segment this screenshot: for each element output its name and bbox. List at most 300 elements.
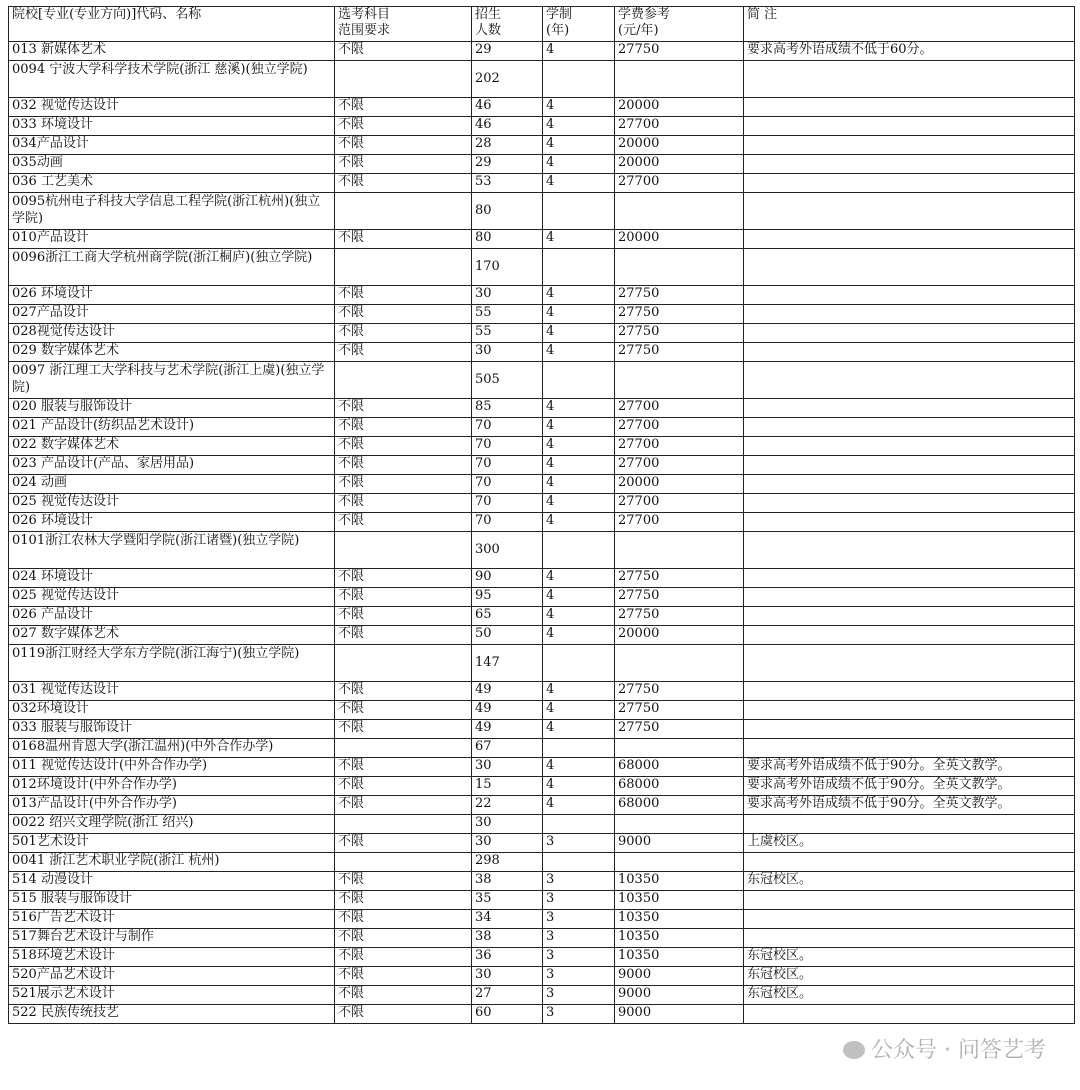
cell-years	[543, 532, 615, 569]
cell-years: 4	[543, 777, 615, 796]
cell-note	[744, 815, 1075, 834]
cell-name: 0041 浙江艺术职业学院(浙江 杭州)	[9, 853, 335, 872]
cell-count: 28	[472, 136, 543, 155]
table-row	[9, 136, 1075, 155]
cell-fee: 9000	[615, 967, 744, 986]
cell-subject: 不限	[335, 834, 472, 853]
cell-name: 032 视觉传达设计	[9, 98, 335, 117]
cell-count: 30	[472, 343, 543, 362]
cell-name: 033 服装与服饰设计	[9, 720, 335, 739]
table-row	[9, 61, 1075, 98]
cell-note	[744, 607, 1075, 626]
cell-count: 65	[472, 607, 543, 626]
cell-count: 70	[472, 494, 543, 513]
cell-note: 要求高考外语成绩不低于90分。全英文教学。	[744, 796, 1075, 815]
cell-name: 516广告艺术设计	[9, 910, 335, 929]
table-row	[9, 929, 1075, 948]
cell-years: 3	[543, 967, 615, 986]
cell-count: 55	[472, 305, 543, 324]
cell-subject: 不限	[335, 872, 472, 891]
cell-name: 032环境设计	[9, 701, 335, 720]
cell-count: 46	[472, 98, 543, 117]
cell-name: 013 新媒体艺术	[9, 42, 335, 61]
cell-fee: 10350	[615, 872, 744, 891]
table-row	[9, 701, 1075, 720]
cell-subject: 不限	[335, 475, 472, 494]
cell-note	[744, 588, 1075, 607]
table-row	[9, 117, 1075, 136]
cell-fee: 68000	[615, 758, 744, 777]
cell-note	[744, 61, 1075, 98]
table-row	[9, 682, 1075, 701]
cell-subject: 不限	[335, 494, 472, 513]
cell-years: 4	[543, 682, 615, 701]
cell-subject: 不限	[335, 569, 472, 588]
cell-fee: 20000	[615, 136, 744, 155]
cell-name: 011 视觉传达设计(中外合作办学)	[9, 758, 335, 777]
cell-years: 3	[543, 1005, 615, 1024]
cell-count: 170	[472, 249, 543, 286]
cell-years: 4	[543, 399, 615, 418]
cell-subject	[335, 815, 472, 834]
cell-subject: 不限	[335, 986, 472, 1005]
cell-subject: 不限	[335, 682, 472, 701]
cell-years: 4	[543, 796, 615, 815]
cell-name: 020 服装与服饰设计	[9, 399, 335, 418]
cell-fee: 20000	[615, 626, 744, 645]
table-row	[9, 174, 1075, 193]
table-row	[9, 891, 1075, 910]
cell-name: 034产品设计	[9, 136, 335, 155]
table-row	[9, 986, 1075, 1005]
table-header-row	[9, 7, 1075, 42]
cell-count: 147	[472, 645, 543, 682]
table-row	[9, 324, 1075, 343]
cell-note	[744, 929, 1075, 948]
cell-years	[543, 362, 615, 399]
cell-count: 30	[472, 286, 543, 305]
cell-fee: 27750	[615, 343, 744, 362]
cell-count: 53	[472, 174, 543, 193]
cell-count: 55	[472, 324, 543, 343]
cell-years: 4	[543, 569, 615, 588]
table-row	[9, 588, 1075, 607]
cell-subject: 不限	[335, 286, 472, 305]
cell-name: 035动画	[9, 155, 335, 174]
table-row	[9, 305, 1075, 324]
cell-note	[744, 117, 1075, 136]
header-fee: 学费参考 (元/年)	[615, 7, 744, 42]
cell-name: 0119浙江财经大学东方学院(浙江海宁)(独立学院)	[9, 645, 335, 682]
cell-subject: 不限	[335, 174, 472, 193]
cell-count: 85	[472, 399, 543, 418]
cell-note	[744, 1005, 1075, 1024]
cell-fee	[615, 739, 744, 758]
table-row	[9, 626, 1075, 645]
cell-count: 298	[472, 853, 543, 872]
table-row	[9, 532, 1075, 569]
cell-fee: 27700	[615, 117, 744, 136]
cell-fee: 27700	[615, 174, 744, 193]
cell-note	[744, 739, 1075, 758]
table-row	[9, 607, 1075, 626]
cell-name: 012环境设计(中外合作办学)	[9, 777, 335, 796]
cell-note	[744, 305, 1075, 324]
cell-name: 013产品设计(中外合作办学)	[9, 796, 335, 815]
cell-count: 49	[472, 720, 543, 739]
cell-note	[744, 645, 1075, 682]
cell-name: 010产品设计	[9, 230, 335, 249]
cell-count: 70	[472, 456, 543, 475]
cell-name: 025 视觉传达设计	[9, 494, 335, 513]
cell-name: 022 数字媒体艺术	[9, 437, 335, 456]
cell-count: 49	[472, 701, 543, 720]
cell-name: 514 动漫设计	[9, 872, 335, 891]
cell-fee	[615, 61, 744, 98]
cell-years: 4	[543, 324, 615, 343]
cell-subject	[335, 61, 472, 98]
cell-count: 30	[472, 758, 543, 777]
cell-subject: 不限	[335, 607, 472, 626]
cell-fee	[615, 645, 744, 682]
cell-fee: 20000	[615, 155, 744, 174]
cell-name: 027产品设计	[9, 305, 335, 324]
cell-note	[744, 155, 1075, 174]
cell-subject: 不限	[335, 98, 472, 117]
cell-years: 4	[543, 155, 615, 174]
cell-note	[744, 98, 1075, 117]
cell-name: 031 视觉传达设计	[9, 682, 335, 701]
cell-name: 027 数字媒体艺术	[9, 626, 335, 645]
cell-name: 518环境艺术设计	[9, 948, 335, 967]
cell-years: 3	[543, 948, 615, 967]
wechat-logo-icon	[843, 1041, 865, 1059]
cell-count: 90	[472, 569, 543, 588]
cell-years	[543, 815, 615, 834]
cell-note	[744, 399, 1075, 418]
cell-years: 4	[543, 174, 615, 193]
table-row	[9, 948, 1075, 967]
cell-subject	[335, 645, 472, 682]
cell-count: 70	[472, 513, 543, 532]
cell-years: 4	[543, 513, 615, 532]
cell-note	[744, 513, 1075, 532]
cell-name: 023 产品设计(产品、家居用品)	[9, 456, 335, 475]
cell-count: 30	[472, 815, 543, 834]
cell-subject: 不限	[335, 155, 472, 174]
cell-years: 4	[543, 418, 615, 437]
enrollment-table	[8, 6, 1075, 1024]
cell-note	[744, 362, 1075, 399]
cell-fee: 27700	[615, 437, 744, 456]
table-row	[9, 230, 1075, 249]
cell-count: 27	[472, 986, 543, 1005]
cell-subject: 不限	[335, 777, 472, 796]
cell-name: 026 环境设计	[9, 513, 335, 532]
table-row	[9, 362, 1075, 399]
cell-years	[543, 61, 615, 98]
table-row	[9, 910, 1075, 929]
cell-count: 22	[472, 796, 543, 815]
cell-years: 4	[543, 720, 615, 739]
header-name: 院校[专业(专业方向)]代码、名称	[9, 7, 335, 42]
cell-fee: 20000	[615, 230, 744, 249]
cell-subject: 不限	[335, 437, 472, 456]
cell-fee: 27750	[615, 305, 744, 324]
table-row	[9, 418, 1075, 437]
cell-subject: 不限	[335, 891, 472, 910]
cell-note: 东冠校区。	[744, 986, 1075, 1005]
cell-subject: 不限	[335, 929, 472, 948]
cell-note	[744, 701, 1075, 720]
cell-note: 东冠校区。	[744, 872, 1075, 891]
cell-count: 70	[472, 418, 543, 437]
table-row	[9, 42, 1075, 61]
table-row	[9, 834, 1075, 853]
cell-name: 029 数字媒体艺术	[9, 343, 335, 362]
cell-subject: 不限	[335, 343, 472, 362]
cell-years: 4	[543, 230, 615, 249]
cell-subject: 不限	[335, 967, 472, 986]
cell-subject: 不限	[335, 910, 472, 929]
cell-years: 4	[543, 607, 615, 626]
table-row	[9, 720, 1075, 739]
cell-name: 021 产品设计(纺织品艺术设计)	[9, 418, 335, 437]
cell-note	[744, 437, 1075, 456]
cell-subject: 不限	[335, 42, 472, 61]
cell-name: 026 产品设计	[9, 607, 335, 626]
cell-years: 3	[543, 929, 615, 948]
cell-note: 东冠校区。	[744, 948, 1075, 967]
table-row	[9, 286, 1075, 305]
cell-note	[744, 193, 1075, 230]
cell-fee: 68000	[615, 796, 744, 815]
cell-count: 29	[472, 42, 543, 61]
cell-name: 0096浙江工商大学杭州商学院(浙江桐庐)(独立学院)	[9, 249, 335, 286]
cell-name: 0095杭州电子科技大学信息工程学院(浙江杭州)(独立学院)	[9, 193, 335, 230]
cell-fee	[615, 249, 744, 286]
cell-years: 3	[543, 872, 615, 891]
cell-years	[543, 853, 615, 872]
cell-years: 4	[543, 98, 615, 117]
cell-note	[744, 682, 1075, 701]
cell-note: 要求高考外语成绩不低于90分。全英文教学。	[744, 777, 1075, 796]
cell-count: 70	[472, 475, 543, 494]
cell-fee: 27700	[615, 418, 744, 437]
header-note: 简 注	[744, 7, 1075, 42]
cell-note	[744, 343, 1075, 362]
cell-fee: 68000	[615, 777, 744, 796]
cell-count: 60	[472, 1005, 543, 1024]
cell-name: 515 服装与服饰设计	[9, 891, 335, 910]
cell-years: 3	[543, 986, 615, 1005]
cell-years: 4	[543, 136, 615, 155]
cell-subject: 不限	[335, 230, 472, 249]
cell-note	[744, 174, 1075, 193]
cell-name: 0168温州肯恩大学(浙江温州)(中外合作办学)	[9, 739, 335, 758]
table-row	[9, 872, 1075, 891]
cell-fee: 27750	[615, 569, 744, 588]
cell-note	[744, 230, 1075, 249]
cell-count: 50	[472, 626, 543, 645]
cell-fee: 27750	[615, 588, 744, 607]
cell-subject	[335, 362, 472, 399]
cell-years: 3	[543, 891, 615, 910]
cell-fee: 27750	[615, 42, 744, 61]
cell-name: 517舞台艺术设计与制作	[9, 929, 335, 948]
cell-years: 4	[543, 117, 615, 136]
table-row	[9, 796, 1075, 815]
cell-subject: 不限	[335, 948, 472, 967]
cell-subject: 不限	[335, 796, 472, 815]
cell-name: 0022 绍兴文理学院(浙江 绍兴)	[9, 815, 335, 834]
table-body	[9, 42, 1075, 1024]
cell-years	[543, 249, 615, 286]
cell-fee: 10350	[615, 891, 744, 910]
cell-note	[744, 891, 1075, 910]
table-row	[9, 1005, 1075, 1024]
cell-name: 024 动画	[9, 475, 335, 494]
table-row	[9, 739, 1075, 758]
cell-note	[744, 532, 1075, 569]
cell-note	[744, 626, 1075, 645]
cell-name: 522 民族传统技艺	[9, 1005, 335, 1024]
table-row	[9, 399, 1075, 418]
table-row	[9, 815, 1075, 834]
cell-note	[744, 286, 1075, 305]
header-count: 招生 人数	[472, 7, 543, 42]
cell-years: 4	[543, 494, 615, 513]
cell-name: 026 环境设计	[9, 286, 335, 305]
cell-subject: 不限	[335, 701, 472, 720]
header-subject: 选考科目 范围要求	[335, 7, 472, 42]
cell-name: 025 视觉传达设计	[9, 588, 335, 607]
cell-fee: 27700	[615, 494, 744, 513]
cell-note	[744, 494, 1075, 513]
cell-count: 36	[472, 948, 543, 967]
cell-subject: 不限	[335, 305, 472, 324]
cell-note	[744, 456, 1075, 475]
cell-fee: 27700	[615, 399, 744, 418]
cell-years: 4	[543, 305, 615, 324]
cell-fee: 20000	[615, 98, 744, 117]
cell-note	[744, 249, 1075, 286]
cell-note	[744, 853, 1075, 872]
cell-fee	[615, 853, 744, 872]
cell-note	[744, 910, 1075, 929]
cell-years: 4	[543, 588, 615, 607]
cell-subject: 不限	[335, 399, 472, 418]
cell-count: 300	[472, 532, 543, 569]
table-row	[9, 758, 1075, 777]
cell-fee: 27750	[615, 701, 744, 720]
table-row	[9, 853, 1075, 872]
cell-fee: 27700	[615, 513, 744, 532]
cell-name: 521展示艺术设计	[9, 986, 335, 1005]
cell-name: 033 环境设计	[9, 117, 335, 136]
cell-count: 38	[472, 872, 543, 891]
cell-name: 0097 浙江理工大学科技与艺术学院(浙江上虞)(独立学院)	[9, 362, 335, 399]
cell-years: 4	[543, 437, 615, 456]
cell-count: 80	[472, 230, 543, 249]
table-row	[9, 475, 1075, 494]
cell-fee	[615, 362, 744, 399]
cell-count: 34	[472, 910, 543, 929]
cell-note	[744, 569, 1075, 588]
cell-count: 29	[472, 155, 543, 174]
cell-count: 95	[472, 588, 543, 607]
cell-subject: 不限	[335, 1005, 472, 1024]
cell-count: 202	[472, 61, 543, 98]
cell-fee: 27750	[615, 720, 744, 739]
cell-name: 0101浙江农林大学暨阳学院(浙江诸暨)(独立学院)	[9, 532, 335, 569]
cell-subject: 不限	[335, 513, 472, 532]
cell-note	[744, 720, 1075, 739]
cell-subject	[335, 193, 472, 230]
cell-years: 4	[543, 701, 615, 720]
cell-note: 要求高考外语成绩不低于60分。	[744, 42, 1075, 61]
table-row	[9, 513, 1075, 532]
cell-years: 4	[543, 456, 615, 475]
cell-fee: 10350	[615, 910, 744, 929]
cell-fee: 27750	[615, 324, 744, 343]
cell-fee	[615, 532, 744, 569]
cell-count: 30	[472, 834, 543, 853]
cell-count: 67	[472, 739, 543, 758]
cell-years	[543, 645, 615, 682]
cell-count: 38	[472, 929, 543, 948]
cell-subject: 不限	[335, 324, 472, 343]
cell-fee: 9000	[615, 986, 744, 1005]
cell-fee: 27750	[615, 286, 744, 305]
cell-years: 4	[543, 758, 615, 777]
cell-note	[744, 418, 1075, 437]
cell-years: 4	[543, 626, 615, 645]
cell-fee: 20000	[615, 475, 744, 494]
cell-subject	[335, 739, 472, 758]
cell-years	[543, 739, 615, 758]
cell-subject: 不限	[335, 456, 472, 475]
cell-name: 501艺术设计	[9, 834, 335, 853]
cell-count: 70	[472, 437, 543, 456]
cell-years: 4	[543, 475, 615, 494]
cell-fee: 27700	[615, 456, 744, 475]
cell-count: 46	[472, 117, 543, 136]
cell-count: 80	[472, 193, 543, 230]
table-row	[9, 155, 1075, 174]
table-row	[9, 967, 1075, 986]
cell-subject: 不限	[335, 588, 472, 607]
table-row	[9, 569, 1075, 588]
cell-subject	[335, 532, 472, 569]
header-years: 学制 (年)	[543, 7, 615, 42]
cell-note: 要求高考外语成绩不低于90分。全英文教学。	[744, 758, 1075, 777]
cell-note	[744, 324, 1075, 343]
table-row	[9, 777, 1075, 796]
cell-years: 4	[543, 42, 615, 61]
cell-name: 028视觉传达设计	[9, 324, 335, 343]
cell-note	[744, 475, 1075, 494]
cell-count: 505	[472, 362, 543, 399]
cell-years: 3	[543, 834, 615, 853]
watermark: 公众号 · 问答艺考	[843, 1033, 1046, 1064]
cell-years	[543, 193, 615, 230]
cell-fee	[615, 193, 744, 230]
cell-fee: 27750	[615, 607, 744, 626]
cell-note: 上虞校区。	[744, 834, 1075, 853]
cell-count: 15	[472, 777, 543, 796]
cell-years: 4	[543, 286, 615, 305]
